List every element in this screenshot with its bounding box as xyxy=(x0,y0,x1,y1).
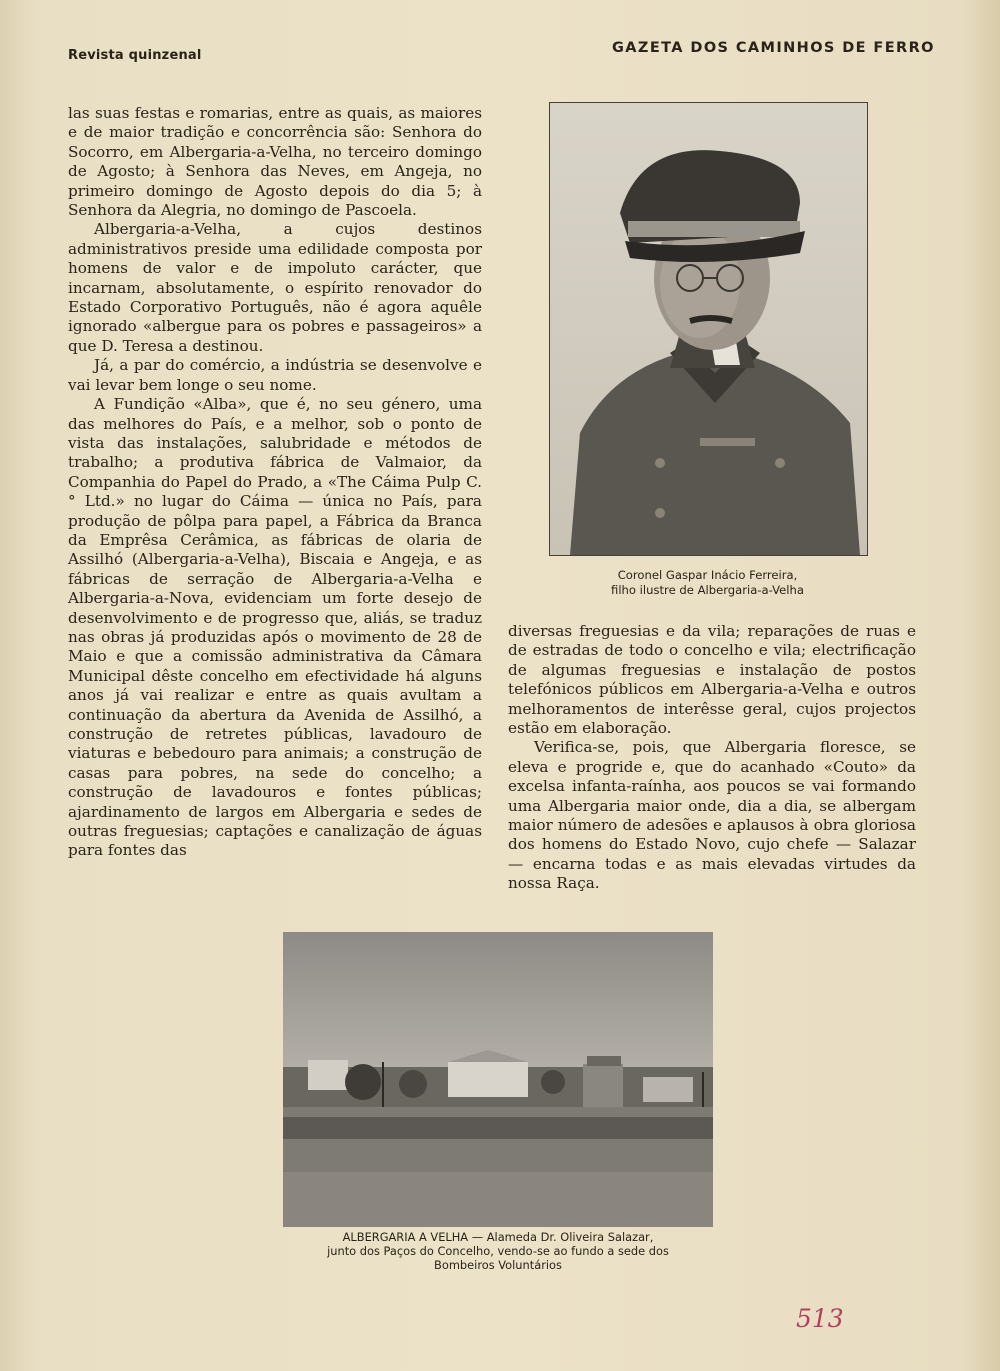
street-photo xyxy=(283,932,713,1227)
photo-caption xyxy=(283,1230,713,1272)
photo-caption-line: junto dos Paços do Concelho, vendo-se ao fundo a sede dos xyxy=(327,1244,669,1258)
paragraph: las suas festas e romarias, entre as quais, as maiores e de maior tradição e concorrência são: Senhora do Socorro, em Albergaria-a-Velha, no terceiro domingo de Agosto; à Senhora das Neves, em Angeja, no primeiro domingo de Agosto depois do dia 5; à Senhora da Alegria, no domingo de Pascoela. xyxy=(68,104,482,220)
header-magazine-title: GAZETA DOS CAMINHOS DE FERRO xyxy=(612,40,935,56)
portrait-caption-line: filho ilustre de Albergaria-a-Velha xyxy=(611,583,804,597)
page-number: 513 xyxy=(796,1304,844,1333)
portrait-caption xyxy=(549,568,866,598)
right-text-column xyxy=(508,622,916,894)
portrait-photo xyxy=(549,102,868,556)
header-publication-frequency: Revista quinzenal xyxy=(68,48,202,63)
paragraph: A Fundição «Alba», que é, no seu género, uma das melhores do País, e a melhor, sob o ponto de vista das instalações, salubridade e métodos de trabalho; a produtiva fábrica de Valmaior, da Companhia do Papel do Prado, a «The Cáima Pulp C.° Ltd.» no lugar do Cáima — única no País, para produção de pôlpa para papel, a Fábrica da Branca da Emprêsa Cerâmica, as fábricas de olaria de Assilhó (Albergaria-a-Velha), Biscaia e Angeja, e as fábricas de serração de Albergaria-a-Velha e Albergaria-a-Nova, evidenciam um forte desejo de desenvolvimento e de progresso que, aliás, se traduz nas obras já produzidas após o movimento de 28 de Maio e que a comissão administrativa da Câmara Municipal dêste concelho em efectividade há alguns anos já vai realizar e entre as quais avultam a continuação da abertura da Avenida de Assilhó, a construção de retretes públicas, lavadouro de viaturas e bebedouro para animais; a construção de casas para pobres, na sede do concelho; a construção de lavadouros e fontes públicas; ajardinamento de largos em Albergaria e sedes de outras freguesias; captações e canalização de águas para fontes das xyxy=(68,395,482,860)
photo-caption-line: ALBERGARIA A VELHA — Alameda Dr. Oliveira Salazar, xyxy=(342,1230,654,1244)
paragraph: diversas freguesias e da vila; reparações de ruas e de estradas de todo o concelho e vila; electrificação de algumas freguesias e instalação de postos telefónicos públicos em Albergaria-a-Velha e outros melhoramentos de interêsse geral, cujos projectos estão em elaboração. xyxy=(508,622,916,738)
paragraph: Verifica-se, pois, que Albergaria floresce, se eleva e progride e, que do acanhado «Couto» da excelsa infanta-raínha, aos poucos se vai formando uma Albergaria maior onde, dia a dia, se albergam maior número de adesões e aplausos à obra gloriosa dos homens do Estado Novo, cujo chefe — Salazar — encarna todas e as mais elevadas virtudes da nossa Raça. xyxy=(508,738,916,893)
photo-caption-line: Bombeiros Voluntários xyxy=(434,1258,562,1272)
paragraph: Albergaria-a-Velha, a cujos destinos administrativos preside uma edilidade composta por homens de valor e de impoluto carácter, que incarnam, absolutamente, o espírito renovador do Estado Corporativo Português, não é agora aquêle ignorado «albergue para os pobres e passageiros» a que D. Teresa a destinou. xyxy=(68,220,482,355)
paragraph: Já, a par do comércio, a indústria se desenvolve e vai levar bem longe o seu nome. xyxy=(68,356,482,394)
left-text-column xyxy=(68,104,482,861)
portrait-caption-line: Coronel Gaspar Inácio Ferreira, xyxy=(617,568,798,582)
